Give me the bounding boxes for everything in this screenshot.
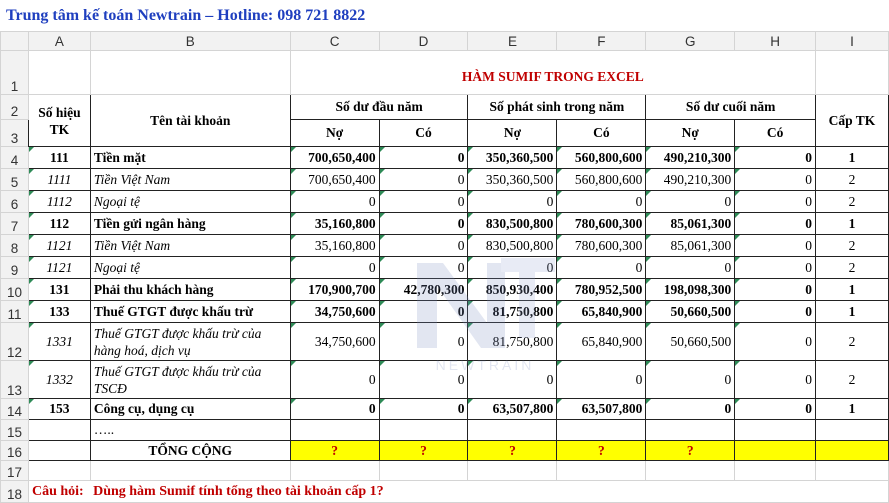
- account-name-cell[interactable]: Thuế GTGT được khấu trừ: [90, 301, 290, 323]
- amount-cell-h[interactable]: 0: [735, 147, 816, 169]
- cell[interactable]: [815, 461, 888, 481]
- amount-cell-g[interactable]: 85,061,300: [646, 213, 735, 235]
- level-cell[interactable]: 2: [815, 323, 888, 361]
- account-row: [1, 279, 889, 301]
- header-so-hieu-tk[interactable]: Số hiệu TK: [28, 95, 90, 147]
- account-row: [1, 257, 889, 279]
- amount-cell-e[interactable]: 350,360,500: [468, 147, 557, 169]
- cell[interactable]: [90, 51, 290, 95]
- level-cell[interactable]: 2: [815, 191, 888, 213]
- amount-cell-c[interactable]: 35,160,800: [290, 235, 379, 257]
- cell[interactable]: [646, 420, 735, 441]
- total-dau-nam-co[interactable]: ?: [379, 441, 468, 461]
- account-code-cell[interactable]: 1121: [28, 235, 90, 257]
- amount-cell-c[interactable]: 34,750,600: [290, 323, 379, 361]
- total-cap-tk[interactable]: [815, 441, 888, 461]
- cell[interactable]: [468, 420, 557, 441]
- account-name-cell[interactable]: Ngoại tệ: [90, 257, 290, 279]
- header-ten-tai-khoan[interactable]: Tên tài khoản: [90, 95, 290, 147]
- total-phat-sinh-co[interactable]: ?: [557, 441, 646, 461]
- watermark-text: NEWTRAIN: [435, 357, 535, 373]
- amount-cell-e[interactable]: 63,507,800: [468, 399, 557, 420]
- row-header[interactable]: 4: [1, 147, 29, 169]
- amount-cell-f[interactable]: 560,800,600: [557, 169, 646, 191]
- amount-cell-g[interactable]: 0: [646, 191, 735, 213]
- amount-cell-c[interactable]: 35,160,800: [290, 213, 379, 235]
- amount-cell-e[interactable]: 350,360,500: [468, 169, 557, 191]
- banner-title: Trung tâm kế toán Newtrain – Hotline: 098 721 8822: [0, 0, 889, 31]
- account-name-cell[interactable]: Tiền Việt Nam: [90, 235, 290, 257]
- column-header-row: [1, 32, 889, 51]
- row-header[interactable]: 7: [1, 213, 29, 235]
- row-header[interactable]: 16: [1, 441, 29, 461]
- row-header[interactable]: 5: [1, 169, 29, 191]
- row-header[interactable]: 10: [1, 279, 29, 301]
- account-code-cell[interactable]: 111: [28, 147, 90, 169]
- account-row: [1, 361, 889, 399]
- level-cell[interactable]: 2: [815, 235, 888, 257]
- amount-cell-e[interactable]: 850,930,400: [468, 279, 557, 301]
- row-header[interactable]: 17: [1, 461, 29, 481]
- cell[interactable]: [28, 51, 90, 95]
- header-so-phat-sinh[interactable]: Số phát sinh trong năm: [468, 95, 646, 120]
- sheet-row-16: [1, 441, 889, 461]
- amount-cell-f[interactable]: 780,600,300: [557, 235, 646, 257]
- cell[interactable]: [290, 461, 379, 481]
- amount-cell-e[interactable]: 830,500,800: [468, 235, 557, 257]
- amount-cell-f[interactable]: 0: [557, 257, 646, 279]
- account-name-cell[interactable]: Tiền Việt Nam: [90, 169, 290, 191]
- sheet-row-2: [1, 95, 889, 120]
- account-code-cell[interactable]: 131: [28, 279, 90, 301]
- total-cuoi-nam-no[interactable]: ?: [646, 441, 735, 461]
- amount-cell-f[interactable]: 780,600,300: [557, 213, 646, 235]
- sheet-row-15: [1, 420, 889, 441]
- cell[interactable]: [735, 420, 816, 441]
- column-header-g[interactable]: G: [646, 32, 735, 51]
- header-so-du-cuoi-nam[interactable]: Số dư cuối năm: [646, 95, 816, 120]
- row-header[interactable]: 2: [1, 95, 29, 120]
- cell[interactable]: [28, 461, 90, 481]
- amount-cell-h[interactable]: 0: [735, 323, 816, 361]
- cell[interactable]: [557, 461, 646, 481]
- amount-cell-d[interactable]: 0: [379, 399, 468, 420]
- row-header[interactable]: 12: [1, 323, 29, 361]
- amount-cell-d[interactable]: 0: [379, 257, 468, 279]
- cell[interactable]: [379, 420, 468, 441]
- row-header[interactable]: 18: [1, 481, 29, 503]
- amount-cell-e[interactable]: 81,750,800: [468, 301, 557, 323]
- amount-cell-g[interactable]: 0: [646, 399, 735, 420]
- select-all-corner[interactable]: [1, 32, 29, 51]
- account-code-cell[interactable]: 1112: [28, 191, 90, 213]
- cell[interactable]: [290, 420, 379, 441]
- level-cell[interactable]: 2: [815, 257, 888, 279]
- sheet-row-17: [1, 461, 889, 481]
- row-header[interactable]: 15: [1, 420, 29, 441]
- cell[interactable]: [815, 420, 888, 441]
- cell[interactable]: [28, 441, 90, 461]
- account-code-cell[interactable]: 153: [28, 399, 90, 420]
- amount-cell-d[interactable]: 0: [379, 169, 468, 191]
- column-header-c[interactable]: C: [290, 32, 379, 51]
- amount-cell-d[interactable]: 0: [379, 235, 468, 257]
- cell[interactable]: [735, 461, 816, 481]
- amount-cell-c[interactable]: 0: [290, 361, 379, 399]
- amount-cell-d[interactable]: 0: [379, 361, 468, 399]
- amount-cell-g[interactable]: 50,660,500: [646, 323, 735, 361]
- total-dau-nam-no[interactable]: ?: [290, 441, 379, 461]
- account-name-cell[interactable]: Thuế GTGT được khấu trừ của hàng hoá, dịch vụ: [90, 323, 290, 361]
- account-name-cell[interactable]: Thuế GTGT được khấu trừ của TSCĐ: [90, 361, 290, 399]
- amount-cell-d[interactable]: 0: [379, 213, 468, 235]
- account-code-cell[interactable]: 1121: [28, 257, 90, 279]
- cell[interactable]: [557, 420, 646, 441]
- amount-cell-c[interactable]: 34,750,600: [290, 301, 379, 323]
- amount-cell-c[interactable]: 700,650,400: [290, 147, 379, 169]
- amount-cell-g[interactable]: 50,660,500: [646, 301, 735, 323]
- amount-cell-g[interactable]: 490,210,300: [646, 169, 735, 191]
- amount-cell-h[interactable]: 0: [735, 213, 816, 235]
- amount-cell-c[interactable]: 0: [290, 399, 379, 420]
- column-header-i[interactable]: I: [815, 32, 888, 51]
- amount-cell-f[interactable]: 0: [557, 361, 646, 399]
- column-header-d[interactable]: D: [379, 32, 468, 51]
- column-header-a[interactable]: A: [28, 32, 90, 51]
- amount-cell-h[interactable]: 0: [735, 191, 816, 213]
- amount-cell-d[interactable]: 0: [379, 191, 468, 213]
- level-cell[interactable]: 2: [815, 169, 888, 191]
- column-header-f[interactable]: F: [557, 32, 646, 51]
- account-name-cell[interactable]: Tiền mặt: [90, 147, 290, 169]
- amount-cell-g[interactable]: 0: [646, 257, 735, 279]
- cell[interactable]: [379, 461, 468, 481]
- header-no[interactable]: Nợ: [468, 120, 557, 147]
- account-row: [1, 147, 889, 169]
- account-code-cell[interactable]: 1111: [28, 169, 90, 191]
- cell[interactable]: [90, 461, 290, 481]
- account-name-cell[interactable]: Phải thu khách hàng: [90, 279, 290, 301]
- account-row: [1, 301, 889, 323]
- column-header-h[interactable]: H: [735, 32, 816, 51]
- row-header[interactable]: 13: [1, 361, 29, 399]
- amount-cell-f[interactable]: 63,507,800: [557, 399, 646, 420]
- row-header[interactable]: 11: [1, 301, 29, 323]
- amount-cell-d[interactable]: 0: [379, 323, 468, 361]
- level-cell[interactable]: 2: [815, 361, 888, 399]
- cell[interactable]: [815, 51, 888, 95]
- amount-cell-g[interactable]: 198,098,300: [646, 279, 735, 301]
- question-text: Dùng hàm Sumif tính tổng theo tài khoản cấp 1?: [93, 484, 384, 499]
- amount-cell-e[interactable]: 0: [468, 361, 557, 399]
- amount-cell-d[interactable]: 42,780,300: [379, 279, 468, 301]
- amount-cell-h[interactable]: 0: [735, 399, 816, 420]
- amount-cell-h[interactable]: 0: [735, 301, 816, 323]
- question-cell[interactable]: [28, 481, 888, 503]
- amount-cell-f[interactable]: 560,800,600: [557, 147, 646, 169]
- total-cuoi-nam-co[interactable]: [735, 441, 816, 461]
- account-name-cell[interactable]: Tiền gửi ngân hàng: [90, 213, 290, 235]
- amount-cell-g[interactable]: 0: [646, 361, 735, 399]
- account-row: [1, 399, 889, 420]
- header-co[interactable]: Có: [379, 120, 468, 147]
- sheet-row-1: [1, 51, 889, 95]
- row-header[interactable]: 14: [1, 399, 29, 420]
- amount-cell-f[interactable]: 65,840,900: [557, 301, 646, 323]
- amount-cell-e[interactable]: 81,750,800: [468, 323, 557, 361]
- amount-cell-h[interactable]: 0: [735, 361, 816, 399]
- header-no[interactable]: Nợ: [290, 120, 379, 147]
- spreadsheet-grid[interactable]: [0, 31, 889, 503]
- row-header[interactable]: 6: [1, 191, 29, 213]
- header-no[interactable]: Nợ: [646, 120, 735, 147]
- amount-cell-d[interactable]: 0: [379, 301, 468, 323]
- account-row: [1, 323, 889, 361]
- account-name-cell[interactable]: Công cụ, dụng cụ: [90, 399, 290, 420]
- amount-cell-e[interactable]: 0: [468, 257, 557, 279]
- amount-cell-d[interactable]: 0: [379, 147, 468, 169]
- account-code-cell[interactable]: 112: [28, 213, 90, 235]
- amount-cell-f[interactable]: 780,952,500: [557, 279, 646, 301]
- sheet-title[interactable]: HÀM SUMIF TRONG EXCEL: [290, 51, 815, 95]
- amount-cell-h[interactable]: 0: [735, 235, 816, 257]
- account-row: [1, 191, 889, 213]
- amount-cell-f[interactable]: 65,840,900: [557, 323, 646, 361]
- account-name-cell[interactable]: Ngoại tệ: [90, 191, 290, 213]
- amount-cell-c[interactable]: 0: [290, 257, 379, 279]
- level-cell[interactable]: 1: [815, 301, 888, 323]
- header-co[interactable]: Có: [735, 120, 816, 147]
- amount-cell-e[interactable]: 0: [468, 191, 557, 213]
- ellipsis-cell[interactable]: …..: [90, 420, 290, 441]
- cell[interactable]: [28, 420, 90, 441]
- row-header[interactable]: 8: [1, 235, 29, 257]
- header-cap-tk[interactable]: Cấp TK: [815, 95, 888, 147]
- amount-cell-c[interactable]: 0: [290, 191, 379, 213]
- sheet-row-18: [1, 481, 889, 503]
- cell[interactable]: [646, 461, 735, 481]
- level-cell[interactable]: 1: [815, 213, 888, 235]
- question-label: Câu hỏi:: [31, 484, 84, 499]
- level-cell[interactable]: 1: [815, 399, 888, 420]
- level-cell[interactable]: 1: [815, 279, 888, 301]
- amount-cell-c[interactable]: 170,900,700: [290, 279, 379, 301]
- amount-cell-e[interactable]: 830,500,800: [468, 213, 557, 235]
- account-row: [1, 169, 889, 191]
- amount-cell-h[interactable]: 0: [735, 257, 816, 279]
- cell[interactable]: [468, 461, 557, 481]
- amount-cell-h[interactable]: 0: [735, 279, 816, 301]
- account-row: [1, 213, 889, 235]
- header-co[interactable]: Có: [557, 120, 646, 147]
- column-header-e[interactable]: E: [468, 32, 557, 51]
- total-phat-sinh-no[interactable]: ?: [468, 441, 557, 461]
- account-code-cell[interactable]: 1332: [28, 361, 90, 399]
- level-cell[interactable]: 1: [815, 147, 888, 169]
- row-header[interactable]: 1: [1, 51, 29, 95]
- total-label[interactable]: TỔNG CỘNG: [90, 441, 290, 461]
- amount-cell-g[interactable]: 85,061,300: [646, 235, 735, 257]
- amount-cell-h[interactable]: 0: [735, 169, 816, 191]
- account-code-cell[interactable]: 133: [28, 301, 90, 323]
- account-row: [1, 235, 889, 257]
- amount-cell-c[interactable]: 700,650,400: [290, 169, 379, 191]
- amount-cell-f[interactable]: 0: [557, 191, 646, 213]
- header-so-du-dau-nam[interactable]: Số dư đầu năm: [290, 95, 468, 120]
- account-code-cell[interactable]: 1331: [28, 323, 90, 361]
- row-header[interactable]: 3: [1, 120, 29, 147]
- amount-cell-g[interactable]: 490,210,300: [646, 147, 735, 169]
- row-header[interactable]: 9: [1, 257, 29, 279]
- column-header-b[interactable]: B: [90, 32, 290, 51]
